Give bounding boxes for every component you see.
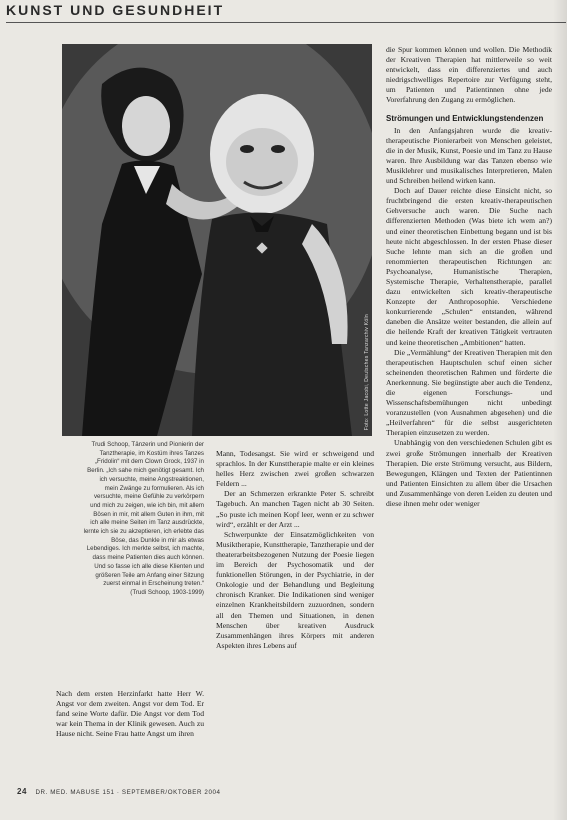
article-photo: [62, 44, 372, 436]
caption-line: (Trudi Schoop, 1903-1999): [130, 588, 204, 596]
caption-line: Bösen in mir, mit allem Guten in ihm, mit: [93, 510, 204, 518]
page-edge-shadow: [553, 0, 567, 820]
caption-line: mein Zwänge zu formulieren. Als ich: [104, 484, 204, 492]
caption-line: zuerst einmal in Erscheinung treten.“: [103, 580, 204, 588]
paragraph: Nach dem ersten Herzinfarkt hatte Herr W. Angst vor dem zweiten. Angst vor dem Tod. Er fand seine Worte dafür. Die Angst vor dem Tod war kein Thema in der Klinik gewesen. Auch zu Hause nicht. Seine Frau hatte Angst um ihren: [56, 689, 204, 739]
caption-line: und mich zu zeigen, wie ich bin, mit allem: [90, 501, 204, 509]
paragraph: Die „Vermählung“ der Kreativen Therapien mit den therapeutischen Hauptschulen schuf einen sicher scheinenden theoretischen Rahmen und förderte die Anerkennung. Sie begünstigte aber auch die Tendenz, die eigenen Forschungs- und Wissenschaftsbemühungen nicht unbedingt voranzustellen (von Ausnahmen abgesehen) und die „Heilverfahren“ für die selbst ausgerichteten Therapien einzusetzen zu werden.: [386, 347, 552, 438]
caption-line: Und so fasse ich alle diese Klienten und: [94, 562, 204, 570]
publication-info: DR. MED. MABUSE 151 · SEPTEMBER/OKTOBER 2004: [35, 789, 221, 796]
caption-line: versuchte, meine Gefühle zu verkörpern: [93, 493, 204, 501]
caption-line: Trudi Schoop, Tänzerin und Pionierin der: [91, 441, 204, 448]
caption-line: ich alle meine Seiten im Tanz ausdrückte,: [90, 519, 204, 527]
caption-line: ich versuchte, meine Angstreaktionen,: [99, 475, 204, 483]
paragraph: Mann, Todesangst. Sie wird er schweigend und sprachlos. In der Kunsttherapie malte er ein kleines helles Herz zwischen zwei großen schwarzen Feldern ...: [216, 449, 374, 489]
article-column-3: [386, 45, 552, 509]
caption-line: Tanztherapie, im Kostüm ihres Tanzes: [99, 449, 204, 457]
caption-line: „Fridolin“ mit dem Clown Grock, 1937 in: [94, 458, 204, 466]
caption-line: Böse, das Dunkle in mir als etwas: [111, 536, 204, 544]
paragraph: Doch auf Dauer reichte diese Einsicht nicht, so fruchtbringend die ersten kreativ-therapeutischen Gehversuche auch waren. Die Suche nach differenzierten Methoden (Was biete ich wem an?) und einer theoretischen Einbettung begann und ist bis heute nicht abgeschlossen. In der ersten Phase dieser Suche lehnte man sich an die großen und renommierten therapeutischen Richtungen an: Psychoanalyse, Humanistische Therapien, Systemische Therapie, Verhaltenstherapie, parallel dazu entwickelten sich kreativ-therapeutische Konzepte der Anthroposophie. Verschiedene konkurrierende „Schulen“ entstanden, während daneben die Ansätze weiter bestanden, die allein auf die heilende Kraft der kreativen Tätigkeit vertrauten und keine theoretischen „Ambitionen“ hatten.: [386, 186, 552, 347]
paragraph: In den Anfangsjahren wurde die kreativ-therapeutische Pionierarbeit von Menschen geleistet, die in der Musik, Kunst, Poesie und im Tanz zu Hause waren. Ihre Ausbildung war das Tanzen ebenso wie Musiklehrer und musikalisches Interpretieren, Malen und Schreiben heilend wirken kann.: [386, 125, 552, 186]
photo-caption: [58, 441, 204, 598]
section-header: KUNST UND GESUNDHEIT: [6, 2, 566, 23]
caption-line: Lebendiges. Ich merkte selbst, ich machte,: [86, 545, 204, 553]
paragraph: Der an Schmerzen erkrankte Peter S. schreibt Tagebuch. An manchen Tagen nicht ab 30 Seiten. „So puste ich meinen Kopf leer, wenn er zu schwer wird“, erzählt er der Arzt ...: [216, 489, 374, 529]
photo-credit: Foto: Lotte Jacobi, Deutsches Tanzarchiv Köln: [364, 313, 370, 430]
article-column-1: [56, 689, 204, 739]
page-number: 24: [17, 787, 28, 796]
photo-image: [62, 44, 372, 436]
caption-line: dass meine Patienten dies auch können.: [92, 554, 204, 562]
caption-line: Berlin. „Ich sahe mich genötigt gesamt. Ich: [87, 467, 204, 475]
paragraph: Unabhängig von den verschiedenen Schulen gibt es zwei große Strömungen innerhalb der Kreativen Therapien. Die erste Strömung versucht, aus Bildern, Bewegungen, Klängen und Texten der Patientinnen und Patienten Einsichten zu allem über die Ursachen und Zusammenhänge von deren Leiden zu deuten und diese ihnen mehr oder weniger: [386, 438, 552, 509]
caption-line: größeren Teile am Anfang einer Sitzung: [95, 571, 204, 579]
page-footer: [17, 787, 537, 796]
section-subheading: Strömungen und Entwicklungstendenzen: [386, 113, 544, 123]
paragraph: Schwerpunkte der Einsatzmöglichkeiten von Musiktherapie, Kunsttherapie, Tanztherapie und der theaterarbeitsbezogenen Nutzung der Poesie liegen im Bereich der Psychosomatik und der funktionellen Störungen, in der Psychiatrie, in der Onkologie und der Behandlung und Begleitung chronisch Kranker. Die Indikationen sind weniger einzelnen Krankheitsbildern zuzuordnen, sondern all den Themen und Situationen, in denen Menschen über kreativen Ausdruck Zusammenhängen ihres Körpers mit anderen Aspekten ihres Lebens auf: [216, 529, 374, 650]
caption-line: lernte ich sie zu akzeptieren, ich erlebte das: [83, 528, 204, 536]
article-column-2: [216, 449, 374, 651]
paragraph: die Spur kommen können und wollen. Die Methodik der Kreativen Therapien hat mittlerweile so weit entwickelt, dass ein differenziertes und auch niedrigschwelliges Repertoire zur Verfügung steht, um Patienten und Patientinnen ohne jede Vorerfahrung den Zugang zu ermöglichen.: [386, 45, 552, 105]
